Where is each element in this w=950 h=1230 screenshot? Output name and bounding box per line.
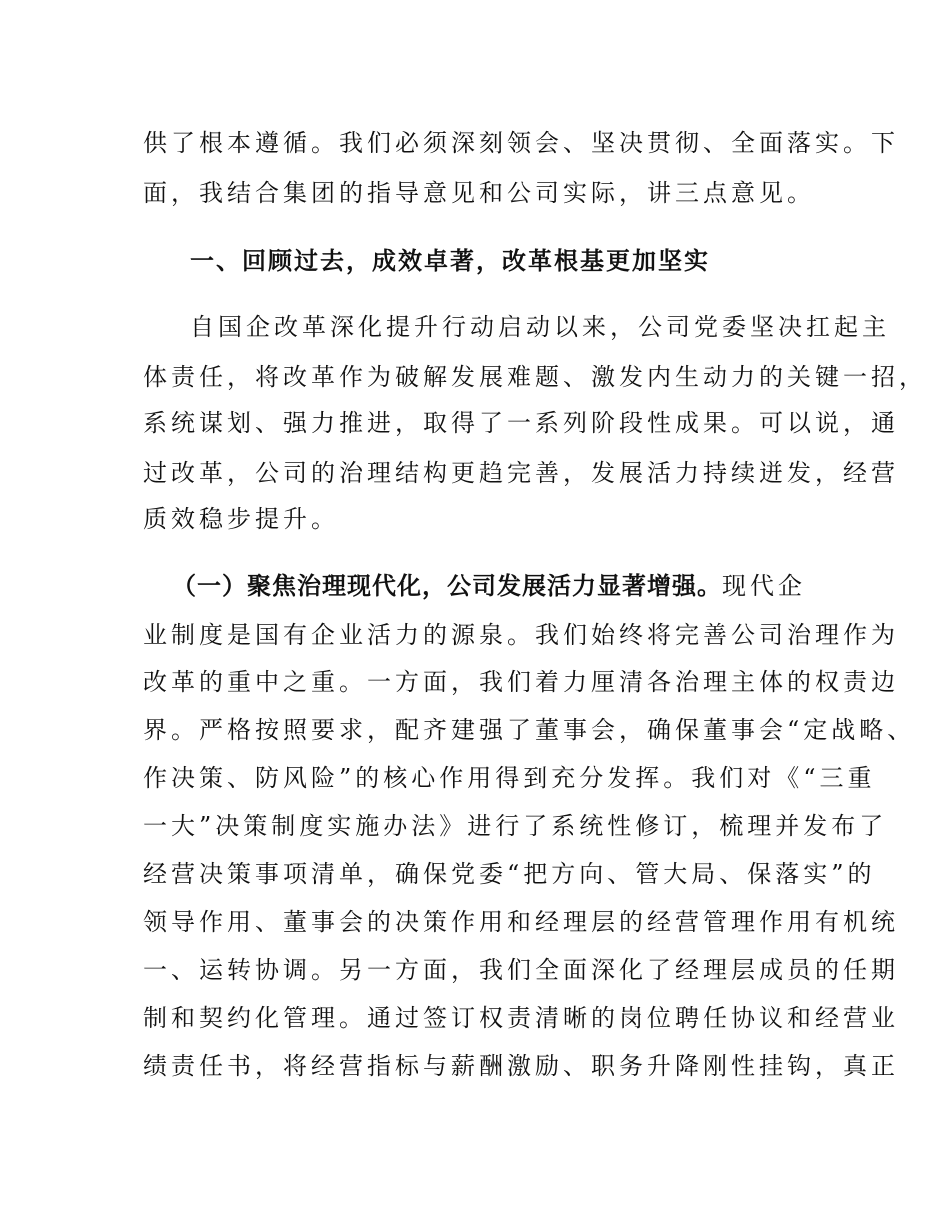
section-heading: 一、回顾过去，成效卓著，改革根基更加坚实 <box>190 247 710 275</box>
intro-line-1: 供了根本遵循。我们必须深刻领会、坚决贯彻、全面落实。下 <box>143 129 899 157</box>
para2-line-3: 改革的重中之重。一方面，我们着力厘清各治理主体的权责边 <box>143 668 899 696</box>
intro-line-2: 面，我结合集团的指导意见和公司实际，讲三点意见。 <box>143 179 815 207</box>
para2-first-line <box>172 566 823 606</box>
para2-line-7: 经营决策事项清单，确保党委“把方向、管大局、保落实”的 <box>143 860 876 888</box>
para1-line-2: 体责任，将改革作为破解发展难题、激发内生动力的关键一招， <box>143 363 927 391</box>
para2-line-10: 制和契约化管理。通过签订权责清晰的岗位聘任协议和经营业 <box>143 1004 899 1032</box>
para2-line-11: 绩责任书，将经营指标与薪酬激励、职务升降刚性挂钩，真正 <box>143 1052 899 1080</box>
para2-line-6: 一大”决策制度实施办法》进行了系统性修订，梳理并发布了 <box>143 812 888 840</box>
para1-line-4: 过改革，公司的治理结构更趋完善，发展活力持续迸发，经营 <box>143 459 899 487</box>
para2-line-4: 界。严格按照要求，配齐建强了董事会，确保董事会“定战略、 <box>143 716 916 744</box>
para2-bold-lead: （一）聚焦治理现代化，公司发展活力显著增强。 <box>172 572 722 600</box>
para1-line-5: 质效稳步提升。 <box>143 505 339 533</box>
para2-first-rest: 现代企 <box>722 572 806 600</box>
para1-line-1: 自国企改革深化提升行动启动以来，公司党委坚决扛起主 <box>190 313 890 341</box>
para2-line-8: 领导作用、董事会的决策作用和经理层的经营管理作用有机统 <box>143 908 899 936</box>
para2-line-5: 作决策、防风险”的核心作用得到充分发挥。我们对《“三重 <box>143 764 876 792</box>
para2-line-2: 业制度是国有企业活力的源泉。我们始终将完善公司治理作为 <box>143 621 899 649</box>
para2-line-9: 一、运转协调。另一方面，我们全面深化了经理层成员的任期 <box>143 956 899 984</box>
para1-line-3: 系统谋划、强力推进，取得了一系列阶段性成果。可以说，通 <box>143 409 899 437</box>
